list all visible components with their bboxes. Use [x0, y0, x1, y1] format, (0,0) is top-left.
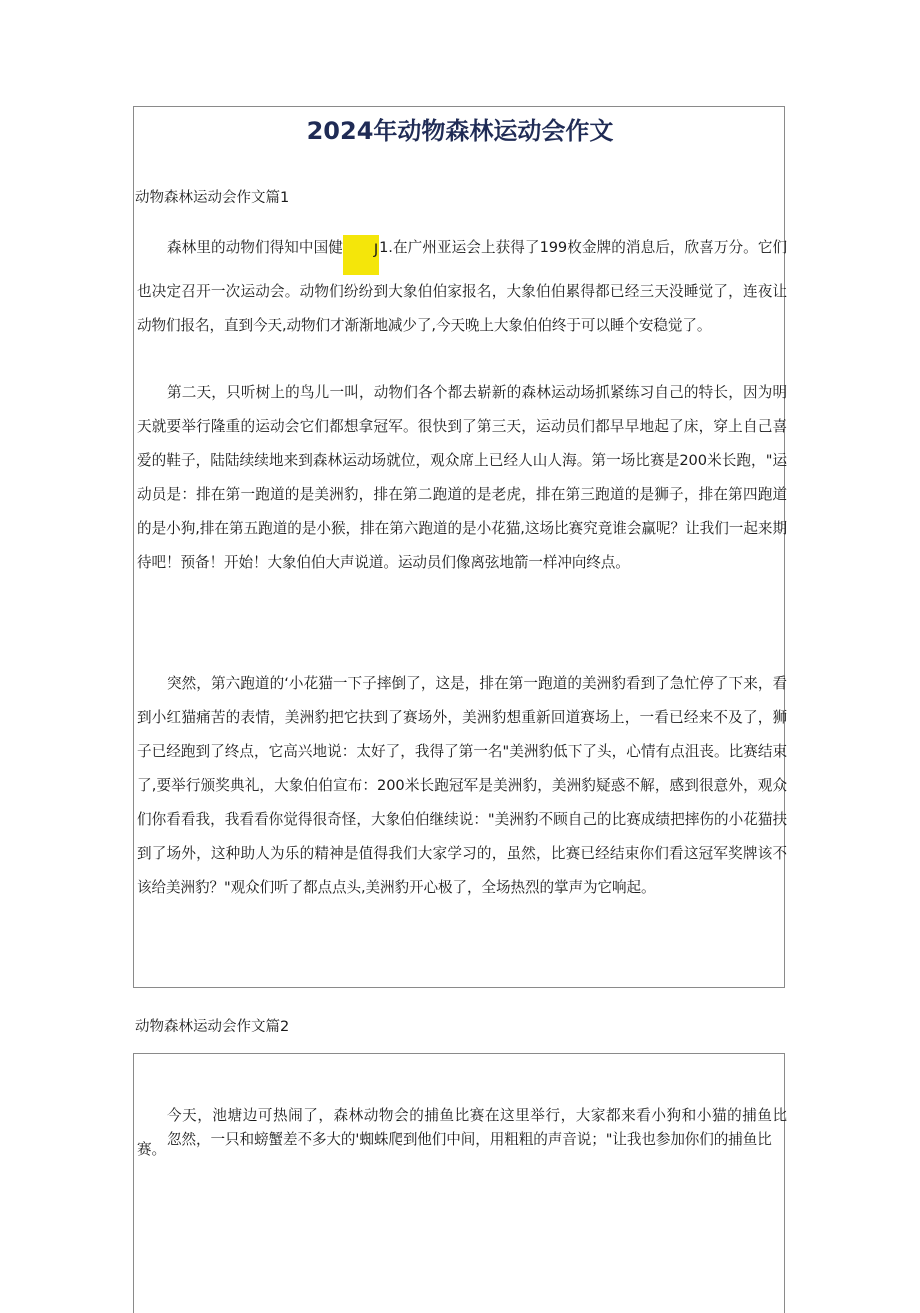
content-frame-2	[133, 1053, 785, 1313]
section-heading-1: 动物森林运动会作文篇1	[135, 190, 290, 206]
paragraph-2: 第二天，只听树上的鸟儿一叫，动物们各个都去崭新的森林运动场抓紧练习自己的特长，因为明天就要举行隆重的运动会它们都想拿冠军。很快到了第三天，运动员们都早早地起了床，穿上自己喜爱的鞋子，陆陆续续地来到森林运动场就位，观众席上已经人山人海。第一场比赛是200米长跑，"运动员是：排在第一跑道的是美洲豹，排在第二跑道的是老虎，排在第三跑道的是狮子，排在第四跑道的是小狗,排在第五跑道的是小猴，排在第六跑道的是小花猫,这场比赛究竟谁会赢呢？让我们一起来期待吧！预备！开始！大象伯伯大声说道。运动员们像离弦地箭一样冲向终点。	[137, 384, 787, 571]
section-heading-2: 动物森林运动会作文篇2	[135, 1019, 290, 1035]
paragraph-3: 突然，第六跑道的‘小花猫一下子摔倒了，这是，排在第一跑道的美洲豹看到了急忙停了下来，看到小红猫痛苦的表情，美洲豹把它扶到了赛场外，美洲豹想重新回道赛场上，一看已经来不及了，狮子已经跑到了终点，它高兴地说：太好了，我得了第一名"美洲豹低下了头，心情有点沮丧。比赛结束了,要举行颁奖典礼，大象伯伯宣布：200米长跑冠军是美洲豹，美洲豹疑惑不解，感到很意外，观众们你看看我，我看看你觉得很奇怪，大象伯伯继续说："美洲豹不顾自己的比赛成绩把摔伤的小花猫扶到了场外，这种助人为乐的精神是值得我们大家学习的，虽然，比赛已经结束你们看这冠军奖牌该不该给美洲豹？"观众们听了都点点头,美洲豹开心极了，全场热烈的掌声为它响起。	[137, 675, 787, 896]
document-title: 2024年动物森林运动会作文	[306, 117, 614, 145]
paragraph-1-start: 森林里的动物们得知中国健	[167, 239, 343, 256]
paragraph-4: 今天，池塘边可热闹了，森林动物会的捕鱼比赛在这里举行，大家都来看小狗和小猫的捕鱼比赛。	[137, 1107, 787, 1158]
paragraph-1	[137, 231, 787, 343]
paragraph-5: 忽然，一只和螃蟹差不多大的'蜘蛛爬到他们中间，用粗粗的声音说；"让我也参加你们的捕鱼比	[167, 1131, 772, 1148]
highlighted-text: J	[343, 235, 379, 275]
paragraph-1-rest: 1.在广州亚运会上获得了199枚金牌的消息后，欣喜万分。它们也决定召开一次运动会。动物们纷纷到大象伯伯家报名，大象伯伯累得都已经三天没睡觉了，连夜让动物们报名，直到今天,动物们才渐渐地减少了,今天晚上大象伯伯终于可以睡个安稳觉了。	[137, 239, 787, 334]
